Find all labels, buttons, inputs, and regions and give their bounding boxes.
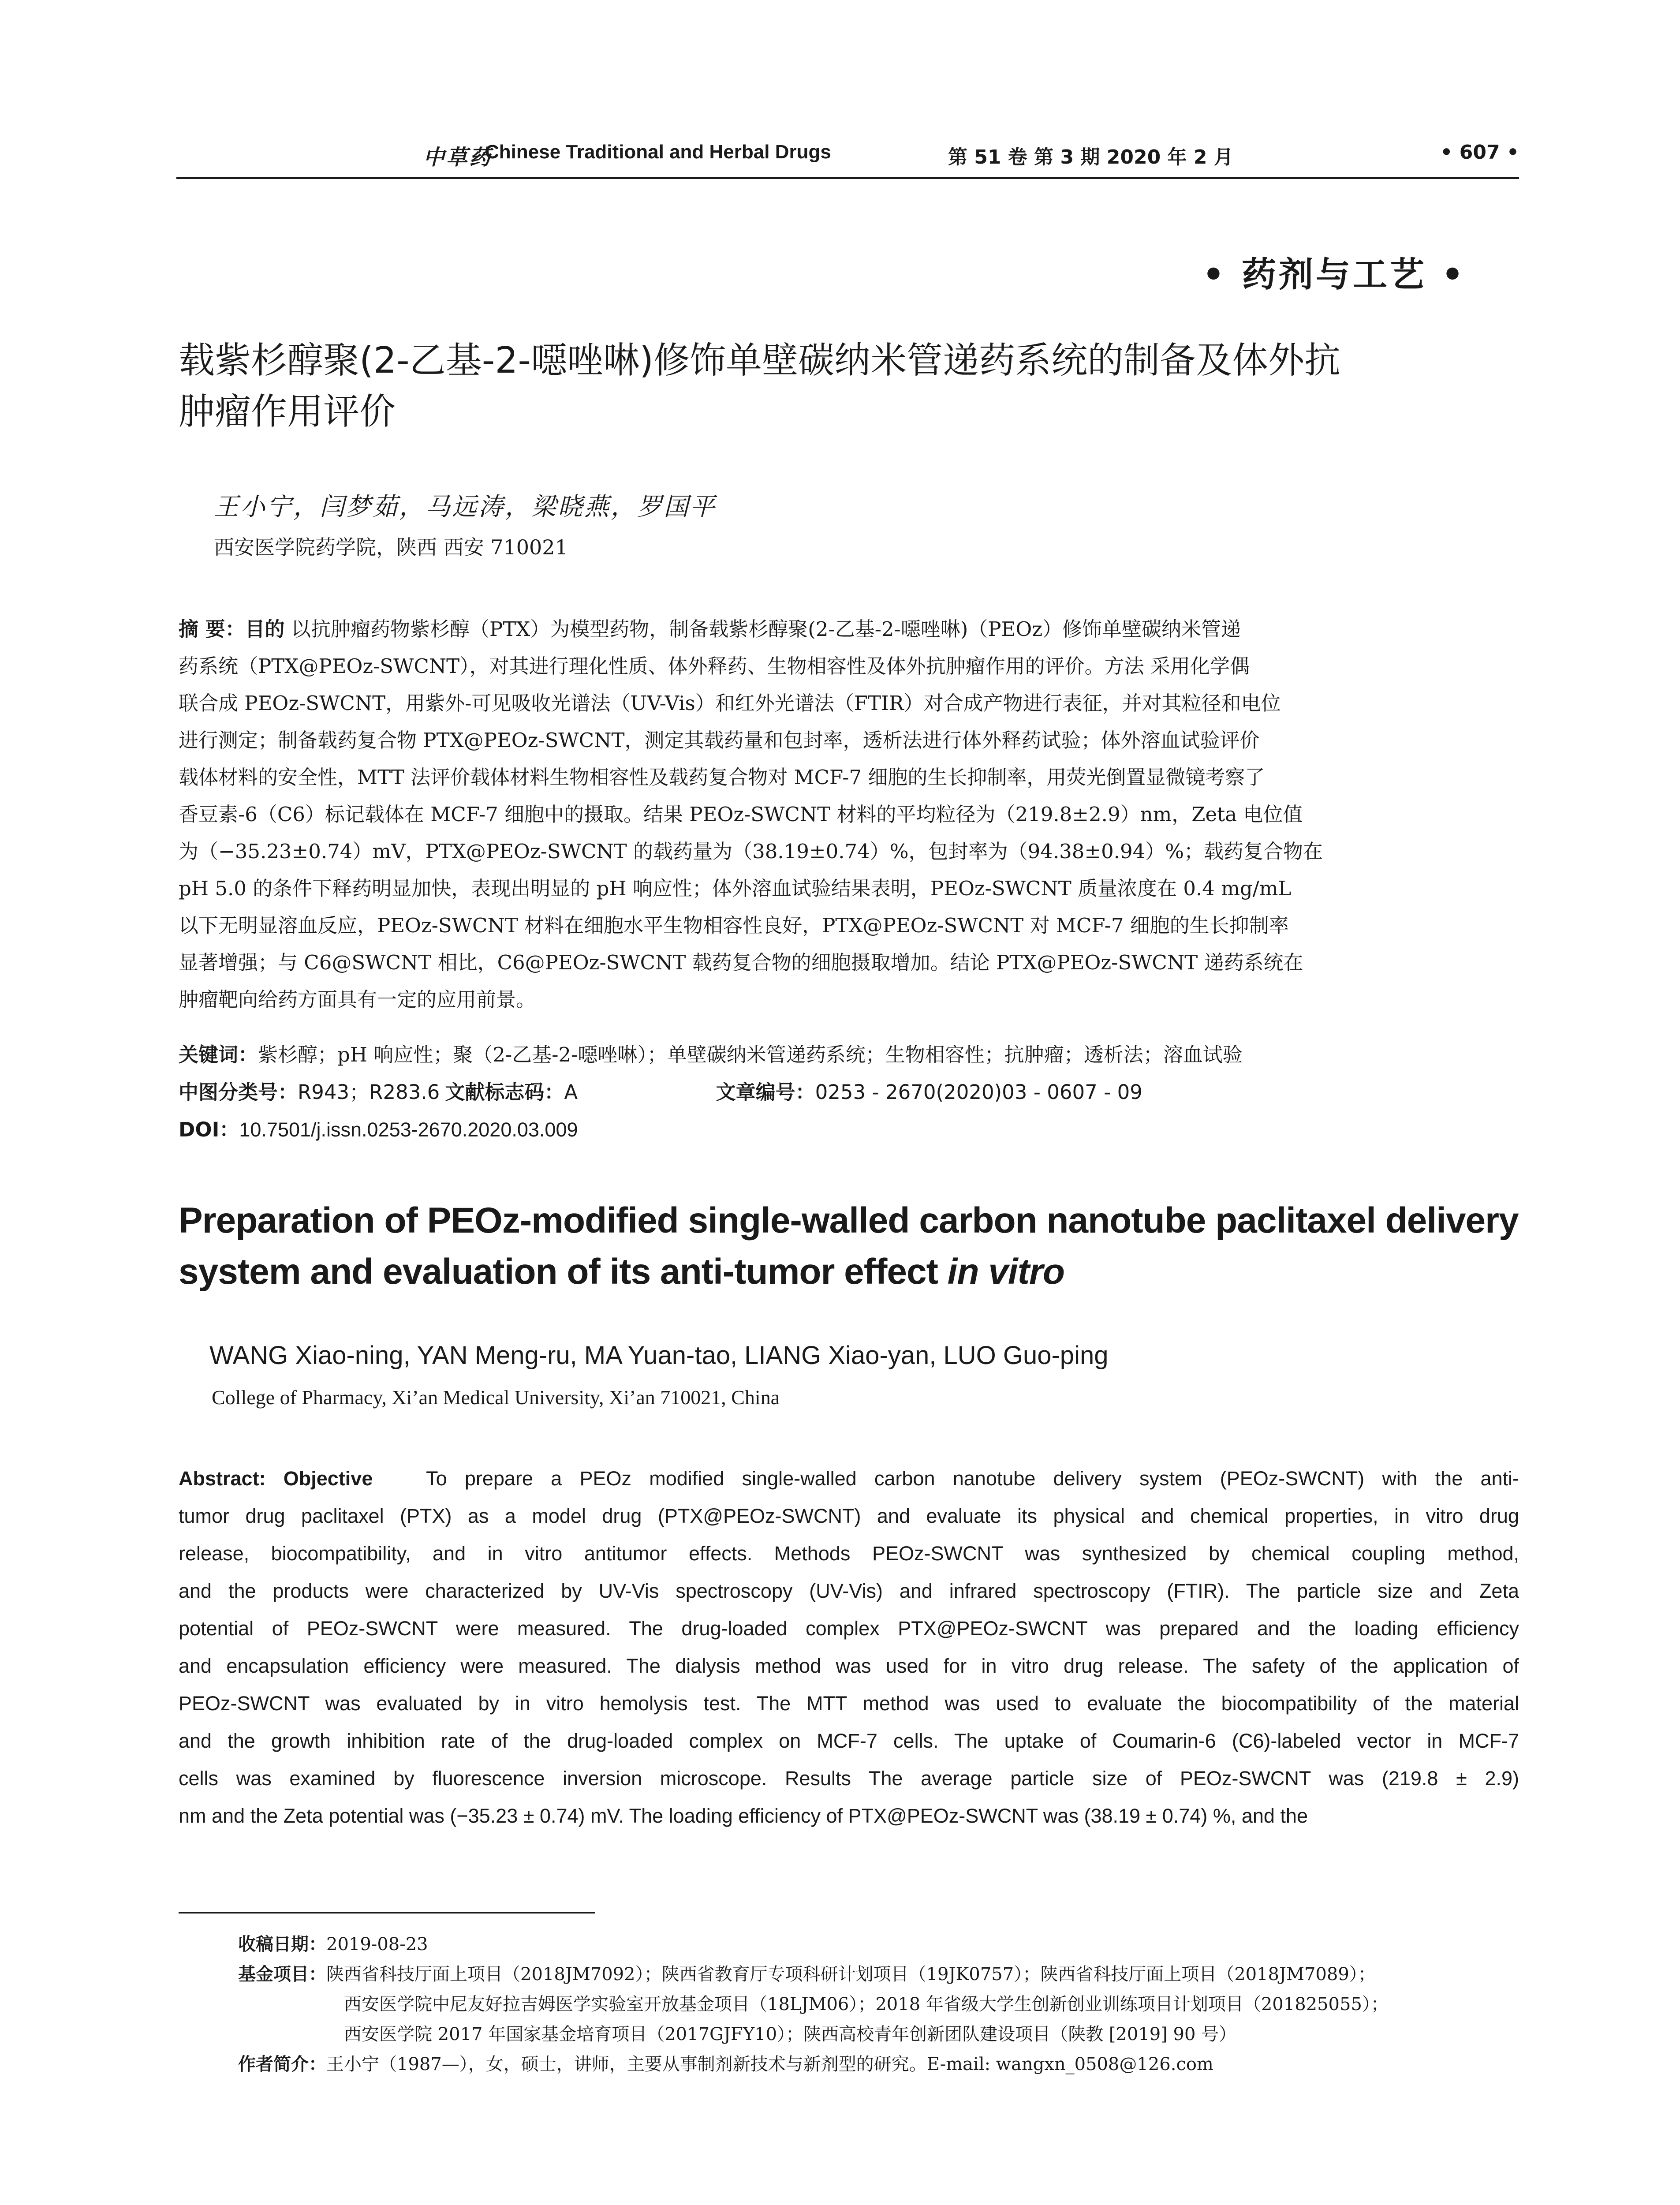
received-date: 2019-08-23	[326, 1934, 428, 1955]
clc-group	[179, 1076, 440, 1105]
doc-code-value: A	[564, 1080, 578, 1104]
cn-title-line: 载紫杉醇聚(2-乙基-2-噁唑啉)修饰单壁碳纳米管递药系统的制备及体外抗	[179, 340, 1341, 381]
cn-abstract-line: 联合成 PEOz-SWCNT，用紫外-可见吸收光谱法（UV-Vis）和红外光谱法（FTIR）对合成产物进行表征，并对其粒径和电位	[179, 691, 1281, 715]
en-affiliation: College of Pharmacy, Xi’an Medical University, Xi’an 710021, China	[212, 1386, 780, 1409]
issue-info: 第 51 卷 第 3 期 2020 年 2 月	[948, 146, 1233, 168]
en-abstract-line	[179, 1460, 1519, 1497]
en-title-italic: in vitro	[947, 1252, 1065, 1292]
footnotes	[238, 1929, 1517, 2079]
cn-abstract-line: 为（−35.23±0.74）mV，PTX@PEOz-SWCNT 的载药量为（38.19±0.74）%，包封率为（94.38±0.94）%；载药复合物在	[179, 840, 1323, 863]
en-authors: WANG Xiao-ning, YAN Meng-ru, MA Yuan-tao, LIANG Xiao-yan, LUO Guo-ping	[209, 1341, 1109, 1370]
en-abstract-line: cells was examined by fluorescence inversion microscope. Results The average particle size of PEOz-SWCNT was (219.8 ± 2.9)	[179, 1767, 1519, 1790]
fund-line: 西安医学院 2017 年国家基金培育项目（2017GJFY10）；陕西高校青年创新团队建设项目（陕教 [2019] 90 号）	[344, 2024, 1237, 2044]
cn-affiliation: 西安医学院药学院，陕西 西安 710021	[214, 535, 568, 559]
en-abstract-line: release, biocompatibility, and in vitro antitumor effects. Methods PEOz-SWCNT was synthesized by chemical coupling method,	[179, 1542, 1519, 1565]
en-title-line	[179, 1246, 1528, 1297]
author-bio: 王小宁（1987—），女，硕士，讲师，主要从事制剂新技术与新剂型的研究。E-mail: wangxn_0508@126.com	[326, 2054, 1213, 2074]
doi-label: DOI：	[179, 1118, 239, 1141]
cn-title	[179, 335, 1528, 437]
header-rule	[176, 177, 1519, 179]
article-no-label: 文章编号：	[716, 1080, 815, 1104]
cn-abstract-line: 肿瘤靶向给药方面具有一定的应用前景。	[179, 988, 536, 1011]
keywords-text: 紫杉醇；pH 响应性；聚（2-乙基-2-噁唑啉）；单壁碳纳米管递药系统；生物相容性；抗肿瘤；透析法；溶血试验	[258, 1043, 1243, 1066]
section-tag: • 药剂与工艺 •	[1202, 254, 1466, 295]
doi-value: 10.7501/j.issn.0253-2670.2020.03.009	[239, 1118, 578, 1141]
doc-code-group	[445, 1076, 692, 1105]
cn-abstract-line: 以下无明显溶血反应，PEOz-SWCNT 材料在细胞水平生物相容性良好，PTX@PEOz-SWCNT 对 MCF-7 细胞的生长抑制率	[179, 914, 1289, 937]
cn-abstract-line: 香豆素-6（C6）标记载体在 MCF-7 细胞中的摄取。结果 PEOz-SWCNT 材料的平均粒径为（219.8±2.9）nm，Zeta 电位值	[179, 803, 1303, 826]
footnote-rule	[179, 1912, 595, 1913]
cn-abstract-line: 进行测定；制备载药复合物 PTX@PEOz-SWCNT，测定其载药量和包封率，透析法进行体外释药试验；体外溶血试验评价	[179, 729, 1260, 752]
cn-abstract-line: 显著增强；与 C6@SWCNT 相比，C6@PEOz-SWCNT 载药复合物的细胞摄取增加。结论 PTX@PEOz-SWCNT 递药系统在	[179, 951, 1303, 974]
clc-value: R943；R283.6	[298, 1080, 440, 1104]
article-no-value: 0253 - 2670(2020)03 - 0607 - 09	[815, 1080, 1142, 1104]
footnote-received	[238, 1929, 1517, 1959]
en-abstract-label: Abstract: Objective	[179, 1467, 373, 1490]
fund-line: 陕西省科技厅面上项目（2018JM7092）；陕西省教育厅专项科研计划项目（19JK0757）；陕西省科技厅面上项目（2018JM7089）；	[326, 1964, 1376, 1984]
cn-abstract-line: 载体材料的安全性，MTT 法评价载体材料生物相容性及载药复合物对 MCF-7 细胞的生长抑制率，用荧光倒置显微镜考察了	[179, 766, 1265, 789]
abstract-label: 摘 要：目的	[179, 617, 285, 641]
en-title-line: Preparation of PEOz-modified single-walled carbon nanotube paclitaxel delivery	[179, 1200, 1519, 1241]
cn-classification	[179, 1076, 1142, 1105]
en-abstract-line: potential of PEOz-SWCNT were measured. The drug-loaded complex PTX@PEOz-SWCNT was prepared and the loading efficiency	[179, 1617, 1519, 1640]
keywords-label: 关键词：	[179, 1043, 258, 1066]
author-label: 作者简介：	[238, 2054, 326, 2074]
cn-abstract-line: pH 5.0 的条件下释药明显加快，表现出明显的 pH 响应性；体外溶血试验结果表明，PEOz-SWCNT 质量浓度在 0.4 mg/mL	[179, 877, 1292, 900]
journal-name: Chinese Traditional and Herbal Drugs	[485, 141, 831, 163]
running-header	[176, 140, 1519, 176]
clc-label: 中图分类号：	[179, 1080, 298, 1104]
en-title	[179, 1195, 1528, 1297]
en-title-text: system and evaluation of its anti-tumor effect	[179, 1252, 948, 1292]
fund-label: 基金项目：	[238, 1964, 326, 1984]
en-abstract-text: To prepare a PEOz modified single-walled carbon nanotube delivery system (PEOz-SWCNT) with the anti-	[426, 1467, 1519, 1490]
cn-title-line: 肿瘤作用评价	[179, 391, 396, 433]
cn-abstract-line	[179, 611, 1519, 648]
article-no-group	[716, 1076, 1142, 1105]
en-abstract-line: and the products were characterized by UV-Vis spectroscopy (UV-Vis) and infrared spectroscopy (FTIR). The particle size and Zeta	[179, 1580, 1519, 1602]
journal-logo: 中草药	[423, 145, 493, 170]
en-abstract-line: and encapsulation efficiency were measured. The dialysis method was used for in vitro drug release. The safety of the application of	[179, 1655, 1519, 1677]
fund-line: 西安医学院中尼友好拉吉姆医学实验室开放基金项目（18LJM06）；2018 年省级大学生创新创业训练项目计划项目（201825055）；	[344, 1994, 1389, 2014]
en-abstract-line: PEOz-SWCNT was evaluated by in vitro hemolysis test. The MTT method was used to evaluate the biocompatibility of the material	[179, 1692, 1519, 1715]
en-abstract-line: tumor drug paclitaxel (PTX) as a model drug (PTX@PEOz-SWCNT) and evaluate its physical and chemical properties, in vitro drug	[179, 1505, 1519, 1527]
page-number: • 607 •	[1440, 141, 1519, 164]
en-abstract	[179, 1460, 1519, 1835]
abstract-text: 以抗肿瘤药物紫杉醇（PTX）为模型药物，制备载紫杉醇聚(2-乙基-2-噁唑啉)（PEOz）修饰单壁碳纳米管递	[284, 617, 1241, 641]
cn-keywords	[179, 1039, 1243, 1067]
en-abstract-line: and the growth inhibition rate of the drug-loaded complex on MCF-7 cells. The uptake of Coumarin-6 (C6)-labeled vector in MCF-7	[179, 1730, 1519, 1752]
received-label: 收稿日期：	[238, 1934, 326, 1955]
doc-code-label: 文献标志码：	[445, 1080, 564, 1104]
cn-abstract	[179, 611, 1519, 1018]
cn-authors: 王小宁，闫梦茹，马远涛，梁晓燕，罗国平	[214, 493, 717, 521]
cn-doi	[179, 1114, 578, 1142]
cn-abstract-line: 药系统（PTX@PEOz-SWCNT），对其进行理化性质、体外释药、生物相容性及体外抗肿瘤作用的评价。方法 采用化学偶	[179, 654, 1250, 678]
footnote-fund	[238, 1959, 1517, 1989]
en-abstract-line: nm and the Zeta potential was (−35.23 ± 0.74) mV. The loading efficiency of PTX@PEOz-SWCNT was (38.19 ± 0.74) %, and the	[179, 1805, 1308, 1827]
footnote-author	[238, 2049, 1517, 2079]
